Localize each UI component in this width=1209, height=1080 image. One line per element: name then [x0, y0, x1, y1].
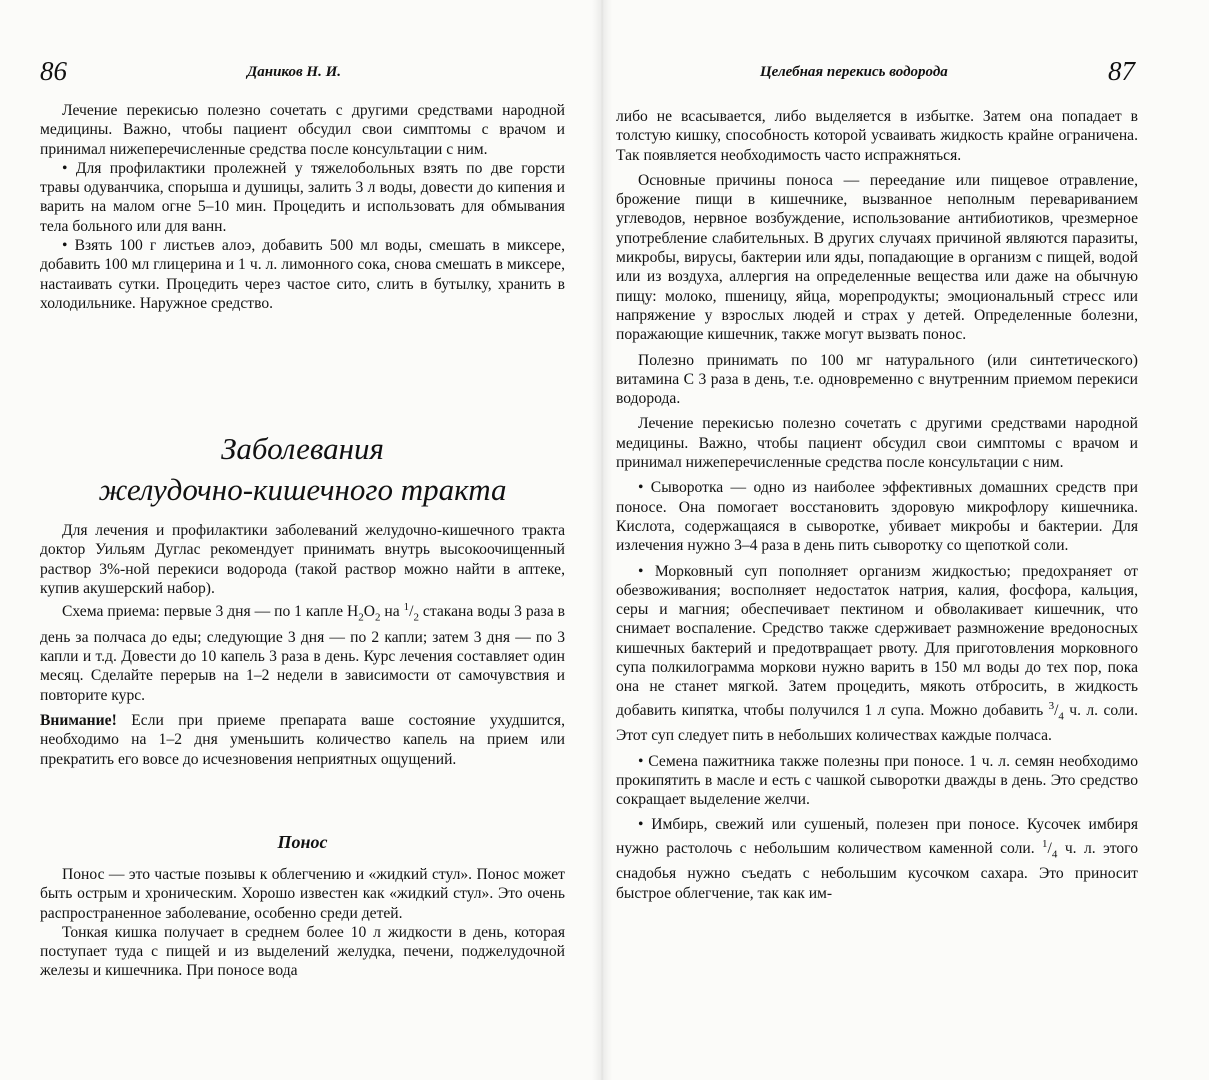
paragraph-text: • Имбирь, свежий или сушеный, полезен при поносе. Кусочек имбиря нужно растолочь с небольшим количеством каменной соли.	[616, 816, 1138, 857]
scheme-text: Схема приема: первые 3 дня — по 1 капле H	[62, 603, 359, 621]
chapter-title	[40, 428, 565, 510]
warning-paragraph	[40, 711, 565, 769]
fraction-numerator: 3	[1048, 699, 1055, 712]
chapter-title-line: желудочно-кишечного тракта	[98, 472, 507, 507]
warning-label: Внимание!	[40, 711, 117, 729]
paragraph: • Имбирь, свежий или сушеный, полезен при поносе. Кусочек имбиря нужно растолочь с небольшим количеством каменной соли. $^1/_4$ ч. л. этого снадобья нужно съедать с небольшим кусочком сахара. Это приносит быстрое облегчение, так как им-	[616, 816, 1138, 902]
paragraph: Лечение перекисью полезно сочетать с другими средствами народной медицины. Важно, чтобы пациент обсудил свои симптомы с врачом и принимал нижеперечисленные средства после консультации с ним.	[40, 102, 565, 158]
fraction-denominator: 4	[1058, 709, 1064, 722]
paragraph-text: ч. л. соли. Этот суп следует пить в небольших количествах каждые полчаса.	[616, 701, 1139, 745]
scheme-text: на	[380, 603, 404, 621]
page-number: 87	[1108, 56, 1135, 86]
chapter-title-line: Заболевания	[221, 431, 384, 466]
dosage-scheme: Схема приема: первые 3 дня — по 1 капле $H_2O_2$ на $^1/_2$ стакана воды 3 раза в день за полчаса до еды; следующие 3 дня — по 2 капли; затем 3 дня — по 3 капли и т.д. Довести до 10 капель 3 раза в день. Курс лечения составляет один месяц. Сделайте перерыв на 1–2 недели в зависимости от самочувствия и повторите курс.	[40, 601, 565, 704]
paragraph: • Морковный суп пополняет организм жидкостью; предохраняет от обезвоживания; восполняет недостаток натрия, калия, фосфора, кальция, серы и магния; обеспечивает пектином и обволакивает кишечник, что снимает воспаление. Средство также сдерживает размножение вредоносных кишечных бактерий и предотвращает рвоту. Для приготовления морковного супа полкилограмма моркови нужно варить в 150 мл воды до тех пор, пока она не станет мягкой. Затем процедить, мякоть отбросить, в жидкость добавить кипятка, чтобы получился 1 л супа. Можно добавить $^3/_4$ ч. л. соли. Этот суп следует пить в небольших количествах каждые полчаса.	[616, 562, 1139, 745]
right-page	[600, 0, 1209, 1080]
paragraph: Полезно принимать по 100 мг натурального (или синтетического) витамина С 3 раза в день, т.е. одновременно с внутренним приемом перекиси водорода.	[616, 351, 1138, 408]
paragraph: • Взять 100 г листьев алоэ, добавить 500 мл воды, смешать в миксере, добавить 100 мл глицерина и 1 ч. л. лимонного сока, снова смешать в миксере, настаивать сутки. Процедить через частое сито, слить в бутылку, хранить в холодильнике. Наружное средство.	[40, 237, 565, 312]
intro-text	[40, 101, 565, 313]
section-title: Понос	[277, 832, 328, 852]
page-number: 86	[40, 56, 67, 86]
paragraph: Тонкая кишка получает в среднем более 10 л жидкости в день, которая поступает туда с пищей и из выделений желудка, печени, поджелудочной железы и кишечника. При поносе вода	[40, 923, 565, 980]
formula-letter: O	[363, 603, 375, 621]
section-body	[40, 865, 565, 981]
subscript: 2	[374, 611, 381, 624]
paragraph: • Семена пажитника также полезны при поносе. 1 ч. л. семян необходимо прокипятить в масле и есть с чашкой сыворотки дважды в день. Это средство сокращает выделение желчи.	[616, 752, 1138, 809]
scheme-text: стакана воды 3 раза в день за полчаса до еды; следующие 3 дня — по 2 капли; затем 3 дня — по 3 капли и т.д. Довести до 10 капель 3 раза в день. Курс лечения составляет один месяц. Сделайте перерыв на 1–2 недели в зависимости от самочувствия и повторите курс.	[40, 603, 565, 704]
fraction-denominator: 2	[413, 611, 419, 624]
subscript: 2	[358, 611, 364, 624]
paragraph: Понос — это частые позывы к облегчению и «жидкий стул». Понос может быть острым и хроническим. Хорошо известен как «жидкий стул». Это очень распространенное заболевание, особенно среди детей.	[40, 866, 565, 922]
paragraph: либо не всасывается, либо выделяется в избытке. Затем она попадает в толстую кишку, способность которой усваивать жидкость крайне ограничена. Так появляется необходимость часто испражняться.	[616, 108, 1138, 164]
paragraph: • Для профилактики пролежней у тяжелобольных взять по две горсти травы одуванчика, спорыша и душицы, залить 3 л воды, довести до кипения и варить на малом огне 5–10 мин. Процедить и использовать для обмывания тела больного или для ванн.	[40, 159, 565, 235]
paragraph-text: • Морковный суп пополняет организм жидкостью; предохраняет от обезвоживания; восполняет недостаток натрия, калия, фосфора, кальция, серы и магния; обеспечивает пектином и обволакивает кишечник, что снимает воспаление. Средство также сдерживает размножение вредоносных кишечных бактерий и предотвращает рвоту. Для приготовления морковного супа полкилограмма моркови нужно варить в 150 мл воды до тех пор, пока она не станет мягкой. Затем процедить, мякоть отбросить, в жидкость добавить кипятка, чтобы получился 1 л супа. Можно добавить	[616, 562, 1138, 719]
paragraph: Основные причины поноса — переедание или пищевое отравление, брожение пищи в кишечнике, вызванное неполным перевариванием углеводов, нервное возбуждение, использование антибиотиков, чрезмерное употребление слабительных. В других случаях причиной являются паразиты, микробы, вирусы, бактерии или яды, попадающие в организм с пищей, водой или из воздуха, аллергия на определенные вещества или даже на обычную пищу: молоко, пшеницу, яйца, морепродукты; эмоциональный стресс или напряжение у взрослых людей и страх у детей. Определенные болезни, поражающие кишечник, также могут вызвать понос.	[616, 171, 1138, 344]
left-page	[0, 0, 600, 1080]
right-body	[616, 107, 1138, 903]
paragraph: • Сыворотка — одно из наиболее эффективных домашних средств при поносе. Она помогает восстановить здоровую микрофлору кишечника. Кислота, содержащаяся в сыворотке, убивает микробы и бактерии. Для излечения нужно 3–4 раза в день пить сыворотку со щепоткой соли.	[616, 479, 1138, 555]
paragraph-text: ч. л. этого снадобья нужно съедать с небольшим кусочком сахара. Это приносит быстрое облегчение, так как им-	[616, 839, 1138, 902]
fraction-numerator: 1	[1042, 837, 1048, 850]
chapter-body	[40, 521, 565, 769]
fraction-numerator: 1	[403, 601, 410, 614]
warning-text: Если при приеме препарата ваше состояние ухудшится, необходимо на 1–2 дня уменьшить количество капель на прием или прекратить его вовсе до исчезновения неприятных ощущений.	[40, 711, 565, 768]
paragraph: Для лечения и профилактики заболеваний желудочно-кишечного тракта доктор Уильям Дуглас рекомендует принимать внутрь высокоочищенный раствор 3%-ной перекиси водорода (такой раствор можно найти в аптеке, купив акушерский набор).	[40, 522, 565, 597]
fraction-denominator: 4	[1051, 847, 1058, 860]
paragraph: Лечение перекисью полезно сочетать с другими средствами народной медицины. Важно, чтобы пациент обсудил свои симптомы с врачом и принимал нижеперечисленные средства после консультации с ним.	[616, 415, 1138, 472]
running-head: Целебная перекись водорода	[760, 64, 948, 80]
running-head: Даников Н. И.	[247, 64, 341, 80]
